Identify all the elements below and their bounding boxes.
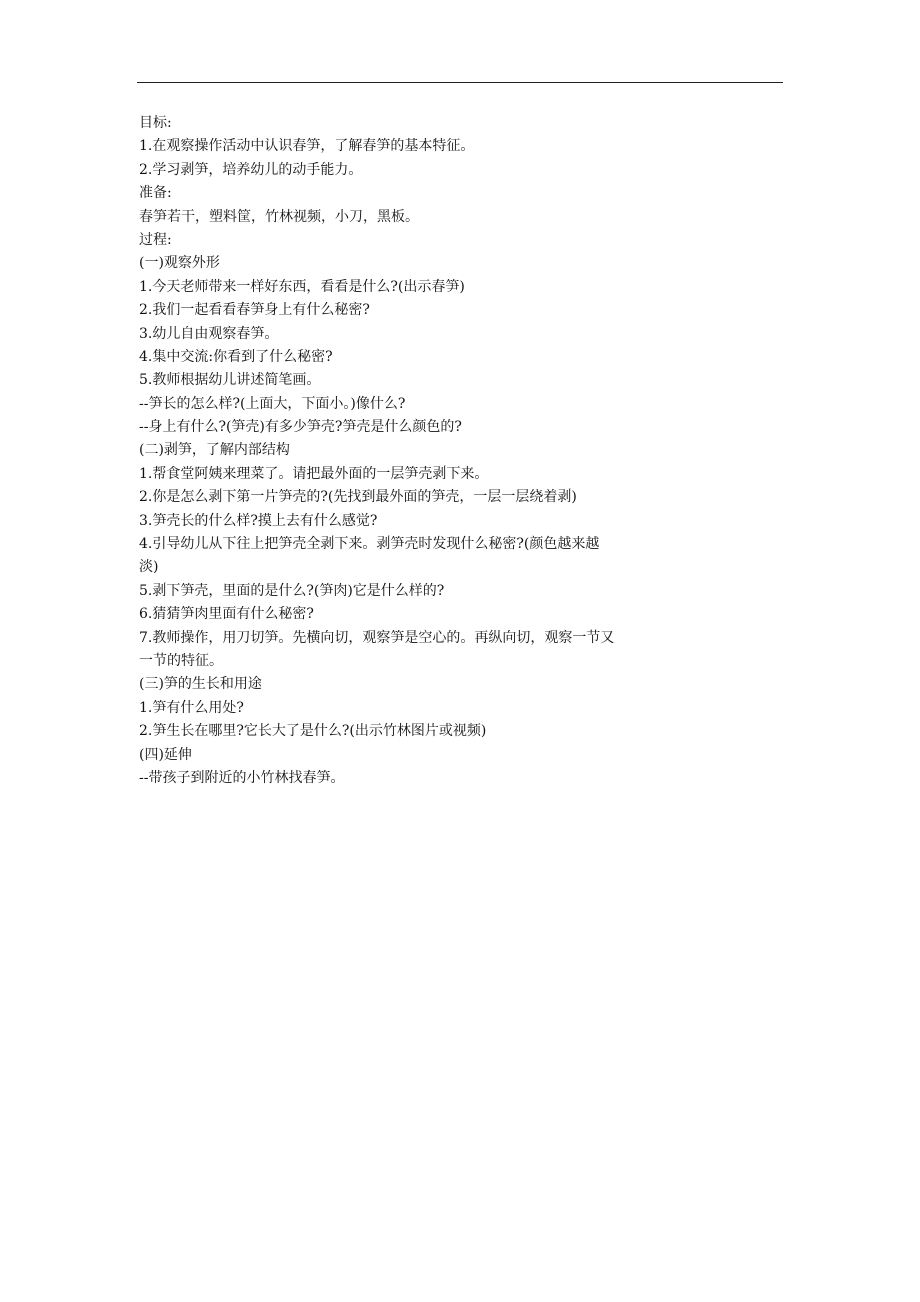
step-item: 4.引导幼儿从下往上把笋壳全剥下来。剥笋壳时发现什么秘密?(颜色越来越 [139,536,600,553]
step-item: 2.我们一起看看春笋身上有什么秘密? [139,302,370,319]
section-heading: (四)延伸 [139,746,192,763]
step-item-continued: 一节的特征。 [139,652,223,669]
step-item: 5.教师根据幼儿讲述简笔画。 [139,372,321,389]
step-item: 1.今天老师带来一样好东西，看看是什么?(出示春笋) [139,278,465,295]
step-item: 3.幼儿自由观察春笋。 [139,325,279,342]
goal-item: 1.在观察操作活动中认识春笋，了解春笋的基本特征。 [139,138,475,155]
header-rule [137,82,783,83]
step-item-continued: 淡) [139,559,159,576]
section-heading: (二)剥笋，了解内部结构 [139,442,290,459]
document-body [139,112,684,790]
heading-process: 过程: [139,231,172,248]
step-item: 7.教师操作，用刀切笋。先横向切，观察笋是空心的。再纵向切，观察一节又 [139,629,615,646]
step-item: 2.你是怎么剥下第一片笋壳的?(先找到最外面的笋壳，一层一层绕着剥) [139,489,577,506]
heading-preparation: 准备: [139,185,172,202]
step-item: 6.猜猜笋肉里面有什么秘密? [139,606,314,623]
sub-item: --身上有什么?(笋壳)有多少笋壳?笋壳是什么颜色的? [139,419,462,436]
step-item: 5.剥下笋壳，里面的是什么?(笋肉)它是什么样的? [139,582,445,599]
preparation-text: 春笋若干，塑料筐，竹林视频，小刀，黑板。 [139,208,419,225]
sub-item: --带孩子到附近的小竹林找春笋。 [139,769,345,786]
sub-item: --笋长的怎么样?(上面大，下面小。)像什么? [139,395,406,412]
heading-goals: 目标: [139,115,172,131]
step-item: 4.集中交流:你看到了什么秘密? [139,348,333,365]
step-item: 1.帮食堂阿姨来理菜了。请把最外面的一层笋壳剥下来。 [139,465,489,482]
step-item: 2.笋生长在哪里?它长大了是什么?(出示竹林图片或视频) [139,723,487,740]
section-heading: (一)观察外形 [139,255,220,272]
step-item: 1.笋有什么用处? [139,699,244,716]
goal-item: 2.学习剥笋，培养幼儿的动手能力。 [139,161,363,178]
step-item: 3.笋壳长的什么样?摸上去有什么感觉? [139,512,378,529]
section-heading: (三)笋的生长和用途 [139,676,262,693]
